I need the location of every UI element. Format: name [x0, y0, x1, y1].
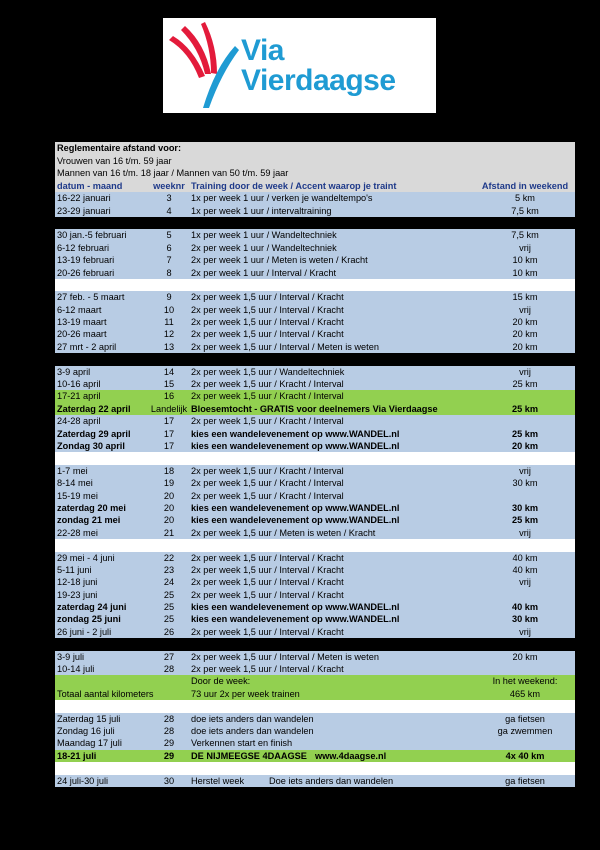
cell-dist: vrij [519, 527, 531, 538]
cell-training: 2x per week 1 uur / Meten is weten / Kracht [191, 255, 368, 266]
cell-dist: 30 km [511, 502, 539, 513]
header-row [55, 180, 575, 192]
table-row [55, 626, 575, 638]
cell-date: zondag 21 mei [57, 515, 121, 526]
cell-dist: vrij [519, 366, 531, 377]
cell-dist: 25 km [511, 428, 539, 439]
cell-date: 13-19 maart [57, 317, 107, 328]
cell-date: Zaterdag 22 april [57, 403, 131, 414]
cell-date: 1-7 mei [57, 465, 88, 476]
cell-training: Verkennen start en finish [191, 738, 293, 749]
cell-dist: 20 km [511, 440, 539, 451]
training-schedule-table [55, 142, 575, 787]
cell-week: 17 [163, 428, 175, 439]
cell-date: 15-19 mei [57, 490, 98, 501]
cell-week: 24 [163, 577, 175, 588]
table-row [55, 737, 575, 749]
intro-women-row [55, 155, 575, 167]
cell-date: 10-14 juli [57, 664, 95, 675]
cell-dist: 20 km [512, 651, 538, 662]
cell-training: kies een wandelevenement op www.WANDEL.nl [191, 614, 400, 625]
header-distance: Afstand in weekend [481, 180, 569, 191]
cell-week: 27 [163, 651, 175, 662]
cell-week: 14 [163, 366, 175, 377]
table-row [55, 192, 575, 204]
cell-dist: 30 km [512, 478, 538, 489]
cell-training: 73 uur 2x per week trainen [191, 688, 300, 699]
cell-date: Zaterdag 29 april [57, 428, 131, 439]
table-row [55, 613, 575, 625]
cell-training: kies een wandelevenement op www.WANDEL.nl [191, 515, 400, 526]
cell-training: 2x per week 1,5 uur / Interval / Kracht [191, 304, 344, 315]
cell-dist: 25 km [511, 515, 539, 526]
logo-line-1: Via [241, 34, 284, 67]
cell-dist: In het weekend: [492, 676, 558, 687]
cell-date: Zondag 30 april [57, 440, 125, 451]
cell-training: 2x per week 1,5 uur / Kracht / Interval [191, 391, 344, 402]
cell-week: 17 [163, 416, 175, 427]
cell-dist: 20 km [512, 329, 538, 340]
cell-dist: 10 km [512, 255, 538, 266]
cell-training: kies een wandelevenement op www.WANDEL.nl [191, 602, 400, 613]
cell-training: 2x per week 1,5 uur / Interval / Kracht [191, 626, 344, 637]
table-row [55, 304, 575, 316]
separator [55, 217, 575, 229]
logo [163, 18, 436, 113]
cell-training: 2x per week 1,5 uur / Interval / Kracht [191, 317, 344, 328]
table-row [55, 267, 575, 279]
separator [55, 762, 575, 774]
cell-dist: 15 km [512, 292, 538, 303]
cell-week: 28 [163, 725, 175, 736]
table-row [55, 229, 575, 241]
cell-date: Zaterdag 15 juli [57, 713, 121, 724]
table-row [55, 316, 575, 328]
cell-date: 20-26 februari [57, 267, 115, 278]
cell-date: 6-12 februari [57, 242, 110, 253]
separator [55, 452, 575, 464]
cell-training2: Doe iets anders dan wandelen [269, 775, 394, 786]
cell-training: 2x per week 1 uur / Wandeltechniek [191, 242, 337, 253]
table-row [55, 490, 575, 502]
table-row [55, 390, 575, 402]
cell-training: Door de week: [191, 676, 251, 687]
cell-week: 5 [166, 230, 172, 241]
cell-date: 20-26 maart [57, 329, 107, 340]
cell-week: 12 [163, 329, 175, 340]
cell-week: 25 [163, 589, 175, 600]
cell-dist: 30 km [511, 614, 539, 625]
logo-line-2: Vierdaagse [241, 64, 396, 97]
table-row [55, 663, 575, 675]
cell-dist: 7,5 km [511, 230, 539, 241]
table-row [55, 440, 575, 452]
cell-week: 30 [163, 775, 175, 786]
intro-men-row [55, 167, 575, 179]
cell-week: 9 [166, 292, 172, 303]
table-row [55, 403, 575, 415]
cell-training: 2x per week 1,5 uur / Interval / Kracht [191, 329, 344, 340]
cell-dist: 465 km [509, 688, 541, 699]
cell-week: 4 [166, 205, 172, 216]
table-row [55, 254, 575, 266]
intro-men: Mannen van 16 t/m. 18 jaar / Mannen van 50 t/m. 59 jaar [57, 168, 289, 179]
cell-week: 28 [163, 713, 175, 724]
cell-date: zaterdag 20 mei [57, 502, 126, 513]
cell-week: 10 [163, 304, 175, 315]
header-date: datum - maand [57, 180, 123, 191]
cell-training: kies een wandelevenement op www.WANDEL.nl [191, 440, 400, 451]
cell-date: 18-21 juli [57, 750, 97, 761]
cell-dist: 40 km [511, 602, 539, 613]
cell-date: 10-16 april [57, 379, 101, 390]
cell-training: 1x per week 1 uur / intervaltraining [191, 205, 332, 216]
separator [55, 279, 575, 291]
cell-dist: 20 km [512, 317, 538, 328]
cell-week: 29 [163, 750, 175, 761]
cell-date: 24-28 april [57, 416, 101, 427]
cell-training: 2x per week 1,5 uur / Kracht / Interval [191, 465, 344, 476]
cell-training: Bloesemtocht - GRATIS voor deelnemers Via Vierdaagse [191, 403, 438, 414]
cell-week: 25 [163, 614, 175, 625]
cell-date: 27 mrt - 2 april [57, 341, 117, 352]
cell-week: 19 [163, 478, 175, 489]
table-row [55, 341, 575, 353]
cell-week: Landelijk [150, 403, 188, 414]
cell-date: 17-21 april [57, 391, 101, 402]
cell-training: 2x per week 1,5 uur / Meten is weten / Kracht [191, 527, 376, 538]
cell-training: doe iets anders dan wandelen [191, 713, 314, 724]
table-row [55, 651, 575, 663]
table-row [55, 552, 575, 564]
table-row [55, 675, 575, 687]
cell-dist: vrij [519, 242, 531, 253]
header-week: weeknr [153, 180, 185, 191]
cell-date: 30 jan.-5 februari [57, 230, 127, 241]
cell-dist: 25 km [512, 379, 538, 390]
cell-week: 28 [163, 664, 175, 675]
cell-date: zaterdag 24 juni [57, 602, 127, 613]
cell-training: 2x per week 1,5 uur / Kracht / Interval [191, 490, 344, 501]
cell-dist: 7,5 km [511, 205, 539, 216]
cell-training: 2x per week 1,5 uur / Interval / Meten is weten [191, 651, 379, 662]
cell-date: 19-23 juni [57, 589, 98, 600]
cell-week: 7 [166, 255, 172, 266]
cell-date: 23-29 januari [57, 205, 111, 216]
cell-week: 20 [163, 502, 175, 513]
cell-dist: ga zwemmen [497, 725, 553, 736]
header-training: Training door de week / Accent waarop je traint [191, 180, 397, 191]
cell-dist: ga fietsen [505, 713, 545, 724]
cell-dist: vrij [519, 465, 531, 476]
intro-title-row [55, 142, 575, 155]
cell-week: 22 [163, 552, 175, 563]
cell-week: 20 [163, 515, 175, 526]
table-row [55, 328, 575, 340]
table-row [55, 725, 575, 737]
cell-week: 17 [163, 440, 175, 451]
table-row [55, 713, 575, 725]
table-row [55, 564, 575, 576]
cell-dist: 40 km [512, 564, 538, 575]
cell-training: 2x per week 1,5 uur / Kracht / Interval [191, 416, 344, 427]
cell-date: 22-28 mei [57, 527, 98, 538]
cell-date: 27 feb. - 5 maart [57, 292, 125, 303]
cell-date: 29 mei - 4 juni [57, 552, 115, 563]
cell-training: Herstel week [191, 775, 245, 786]
cell-week: 6 [166, 242, 172, 253]
cell-training: 2x per week 1,5 uur / Kracht / Interval [191, 478, 344, 489]
schedule-rows [55, 192, 575, 787]
cell-dist: ga fietsen [505, 775, 545, 786]
cell-training: 2x per week 1,5 uur / Kracht / Interval [191, 379, 344, 390]
cell-week: 11 [164, 317, 174, 328]
cell-date: 3-9 juli [57, 651, 85, 662]
cell-dist: vrij [519, 577, 531, 588]
table-row [55, 514, 575, 526]
cell-training: 2x per week 1,5 uur / Interval / Meten is weten [191, 341, 379, 352]
table-row [55, 750, 575, 762]
cell-date: 16-22 januari [57, 193, 111, 204]
cell-week: 25 [163, 602, 175, 613]
cell-dist: vrij [519, 304, 531, 315]
cell-training: kies een wandelevenement op www.WANDEL.nl [191, 502, 400, 513]
cell-date: Zondag 16 juli [57, 725, 115, 736]
cell-week: 15 [163, 379, 175, 390]
cell-week: 3 [166, 193, 172, 204]
table-row [55, 465, 575, 477]
cell-training: 1x per week 1 uur / Wandeltechniek [191, 230, 337, 241]
cell-date: Totaal aantal kilometers [57, 688, 154, 699]
cell-date: 13-19 februari [57, 255, 115, 266]
cell-training: kies een wandelevenement op www.WANDEL.nl [191, 428, 400, 439]
separator [55, 353, 575, 365]
cell-date: 12-18 juni [57, 577, 98, 588]
cell-dist: vrij [519, 626, 531, 637]
table-row [55, 502, 575, 514]
cell-date: Maandag 17 juli [57, 738, 122, 749]
cell-training2: www.4daagse.nl [315, 750, 387, 761]
cell-training: 2x per week 1 uur / Interval / Kracht [191, 267, 337, 278]
separator [55, 539, 575, 551]
cell-dist: 20 km [512, 341, 538, 352]
separator [55, 700, 575, 712]
cell-training: 2x per week 1,5 uur / Interval / Kracht [191, 552, 344, 563]
table-row [55, 415, 575, 427]
cell-date: 24 juli-30 juli [57, 775, 109, 786]
table-row [55, 477, 575, 489]
table-row [55, 205, 575, 217]
cell-training: 2x per week 1,5 uur / Interval / Kracht [191, 564, 344, 575]
cell-week: 8 [166, 267, 172, 278]
cell-training: DE NIJMEEGSE 4DAAGSE [191, 750, 307, 761]
cell-dist: 4x 40 km [505, 750, 545, 761]
cell-week: 29 [163, 738, 175, 749]
cell-date: 6-12 maart [57, 304, 102, 315]
table-row [55, 428, 575, 440]
table-row [55, 576, 575, 588]
cell-training: 2x per week 1,5 uur / Interval / Kracht [191, 577, 344, 588]
cell-week: 23 [163, 564, 175, 575]
cell-dist: 5 km [515, 193, 535, 204]
cell-date: 5-11 juni [57, 564, 92, 575]
cell-training: 2x per week 1,5 uur / Wandeltechniek [191, 366, 345, 377]
table-row [55, 366, 575, 378]
cell-week: 20 [163, 490, 175, 501]
cell-dist: 10 km [512, 267, 538, 278]
table-row [55, 242, 575, 254]
cell-date: 26 juni - 2 juli [57, 626, 112, 637]
cell-week: 21 [163, 527, 175, 538]
cell-dist: 40 km [512, 552, 538, 563]
cell-week: 18 [163, 465, 175, 476]
cell-date: 8-14 mei [57, 478, 93, 489]
cell-date: 3-9 april [57, 366, 91, 377]
intro-title: Reglementaire afstand voor: [57, 143, 182, 153]
table-row [55, 589, 575, 601]
cell-dist: 25 km [511, 403, 539, 414]
table-row [55, 601, 575, 613]
cell-training: 2x per week 1,5 uur / Interval / Kracht [191, 589, 344, 600]
cell-date: zondag 25 juni [57, 614, 121, 625]
cell-training: 2x per week 1,5 uur / Interval / Kracht [191, 664, 344, 675]
cell-week: 16 [163, 391, 175, 402]
table-row [55, 688, 575, 700]
table-row [55, 291, 575, 303]
separator [55, 638, 575, 650]
cell-training: 1x per week 1 uur / verken je wandeltempo's [191, 193, 373, 204]
table-row [55, 527, 575, 539]
table-row [55, 775, 575, 787]
cell-week: 26 [163, 626, 175, 637]
cell-training: doe iets anders dan wandelen [191, 725, 314, 736]
cell-week: 13 [163, 341, 175, 352]
intro-women: Vrouwen van 16 t/m. 59 jaar [57, 156, 172, 166]
table-row [55, 378, 575, 390]
cell-training: 2x per week 1,5 uur / Interval / Kracht [191, 292, 344, 303]
